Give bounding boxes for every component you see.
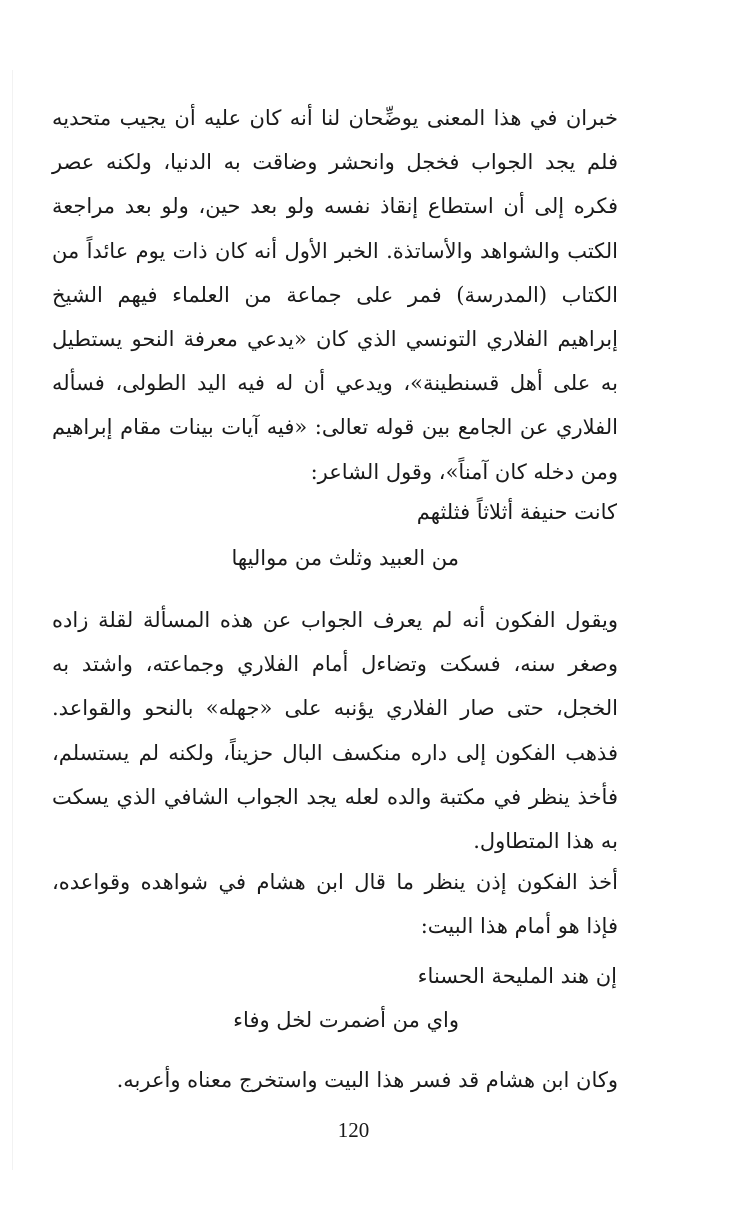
page-margin-shadow bbox=[12, 70, 13, 1170]
paragraph-2: ويقول الفكون أنه لم يعرف الجواب عن هذه المسألة لقلة زاده وصغر سنه، فسكت وتضاءل أمام الفلاري وجماعته، واشتد به الخجل، حتى صار الفلاري يؤنبه على «جهله» بالنحو والقواعد. فذهب الفكون إلى داره منكسف البال حزيناً، ولكنه لم يستسلم، فأخذ ينظر في مكتبة والده لعله يجد الجواب الشافي الذي يسكت به هذا المتطاول. bbox=[52, 608, 618, 854]
paragraph-1: خبران في هذا المعنى يوضِّحان لنا أنه كان عليه أن يجيب متحديه فلم يجد الجواب فخجل وانحشر وضاقت به الدنيا، ولكنه عصر فكره إلى أن استطاع إنقاذ نفسه ولو بعد حين، ولو بعد مراجعة الكتب والشواهد والأساتذة. الخبر الأول أنه كان ذات يوم عائداً من الكتاب (المدرسة) فمر على جماعة من العلماء فيهم الشيخ إبراهيم الفلاري التونسي الذي كان «يدعي معرفة النحو يستطيل به على أهل قسنطينة»، ويدعي أن له فيه اليد الطولى، فسأله الفلاري عن الجامع بين قوله تعالى: «فيه آيات بينات مقام إبراهيم ومن دخله كان آمناً»، وقول الشاعر: bbox=[52, 106, 618, 484]
verse-line-1: كانت حنيفة أثلاثاً فثلثهم bbox=[416, 500, 617, 524]
paragraph-3: أخذ الفكون إذن ينظر ما قال ابن هشام في شواهده وقواعده، فإذا هو أمام هذا البيت: bbox=[52, 870, 618, 939]
verse-line-3: إن هند المليحة الحسناء bbox=[417, 964, 617, 988]
verse-line-4: واي من أضمرت لخل وفاء bbox=[233, 1008, 459, 1032]
paragraph-4: وكان ابن هشام قد فسر هذا البيت واستخرج معناه وأعربه. bbox=[116, 1068, 618, 1092]
verse-line-2: من العبيد وثلث من مواليها bbox=[231, 546, 459, 570]
page-number: 120 bbox=[337, 1118, 370, 1142]
